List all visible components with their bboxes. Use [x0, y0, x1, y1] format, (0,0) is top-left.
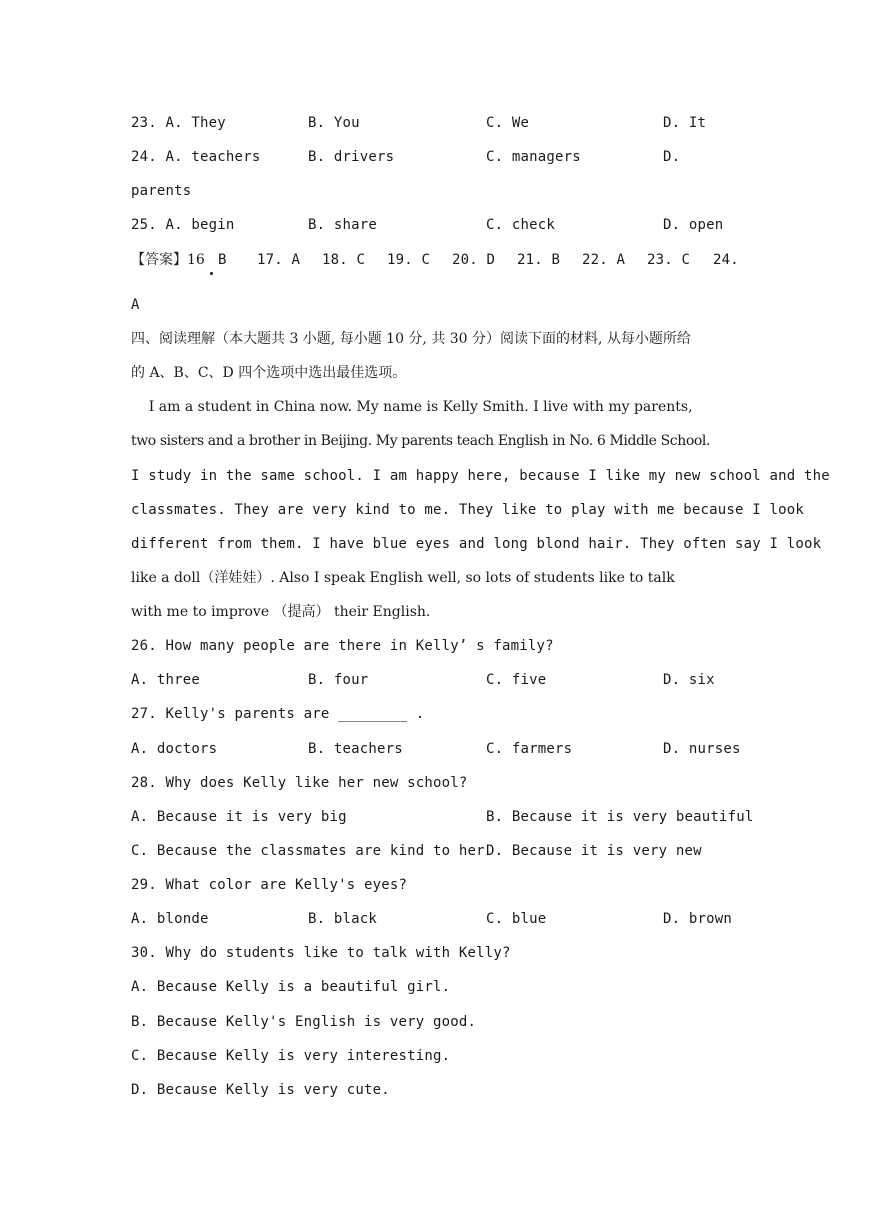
q26-option-d: D. six: [663, 672, 715, 688]
q29-option-a: A. blonde: [131, 911, 209, 927]
q29-option-c: C. blue: [486, 911, 547, 927]
q23-option-b: B. You: [308, 115, 360, 131]
q25-option-c: C. check: [486, 217, 556, 233]
q30-stem: 30. Why do students like to talk with Kelly?: [131, 945, 511, 961]
q29-stem: 29. What color are Kelly's eyes?: [131, 877, 408, 893]
q26-option-a: A. three: [131, 672, 201, 688]
answer-label: 【答案】16: [131, 252, 205, 268]
q30-option-c: C. Because Kelly is very interesting.: [131, 1048, 451, 1064]
answer-23: 23. C: [647, 252, 691, 268]
answer-24: 24.: [713, 252, 739, 268]
q29-option-b: B. black: [308, 911, 378, 927]
q24-number: 24.: [131, 149, 157, 165]
answer-18: 18. C: [322, 252, 366, 268]
q30-option-a: A. Because Kelly is a beautiful girl.: [131, 979, 451, 995]
q24-option-b: B. drivers: [308, 149, 395, 165]
passage-line: I study in the same school. I am happy here, because I like my new school and the: [131, 468, 830, 484]
q23-number: 23.: [131, 115, 157, 131]
q23-option-d: D. It: [663, 115, 707, 131]
q28-option-c: C. Because the classmates are kind to her: [131, 843, 485, 859]
answer-24-wrap: A: [131, 297, 140, 313]
answer-21: 21. B: [517, 252, 561, 268]
q23-number-and-option-a: [131, 113, 226, 133]
q30-option-b: B. Because Kelly's English is very good.: [131, 1014, 477, 1030]
q23-option-c: C. We: [486, 115, 530, 131]
q27-option-c: C. farmers: [486, 741, 573, 757]
q25-number-and-option-a: [131, 215, 235, 235]
q28-option-d: D. Because it is very new: [486, 843, 702, 859]
q28-option-b: B. Because it is very beautiful: [486, 809, 754, 825]
q29-option-d: D. brown: [663, 911, 733, 927]
emphasis-dot: [210, 272, 213, 275]
q27-stem: 27. Kelly's parents are ________ .: [131, 706, 425, 722]
passage-line: I am a student in China now. My name is Kelly Smith. I live with my parents,: [131, 399, 693, 415]
q25-option-b: B. share: [308, 217, 378, 233]
answer-22: 22. A: [582, 252, 626, 268]
q26-option-b: B. four: [308, 672, 369, 688]
q27-option-a: A. doctors: [131, 741, 218, 757]
q24-option-c: C. managers: [486, 149, 581, 165]
q24-number-and-option-a: [131, 147, 260, 167]
passage-line: like a doll（洋娃娃）. Also I speak English well, so lots of students like to talk: [131, 570, 675, 586]
passage-line: classmates. They are very kind to me. They like to play with me because I look: [131, 502, 805, 518]
answer-16: B: [218, 252, 227, 268]
q27-option-d: D. nurses: [663, 741, 741, 757]
q25-number: 25.: [131, 217, 157, 233]
answer-17: 17. A: [257, 252, 301, 268]
q24-option-d-wrap: parents: [131, 183, 192, 199]
passage-line: different from them. I have blue eyes and long blond hair. They often say I look: [131, 536, 822, 552]
q27-option-b: B. teachers: [308, 741, 403, 757]
q26-option-c: C. five: [486, 672, 547, 688]
q24-option-a: A. teachers: [165, 149, 261, 165]
q24-option-d: D.: [663, 149, 681, 165]
answer-19: 19. C: [387, 252, 431, 268]
section-heading: 四、阅读理解（本大题共 3 小题, 每小题 10 分, 共 30 分）阅读下面的材料, 从每小题所给: [131, 331, 691, 347]
q25-option-a: A. begin: [165, 217, 235, 233]
passage-line: two sisters and a brother in Beijing. My parents teach English in No. 6 Middle School.: [131, 433, 711, 449]
passage-line: with me to improve （提高） their English.: [131, 604, 431, 620]
answer-key: [131, 250, 741, 270]
q25-option-d: D. open: [663, 217, 724, 233]
q23-option-a: A. They: [165, 115, 226, 131]
q28-stem: 28. Why does Kelly like her new school?: [131, 775, 468, 791]
section-heading-cont: 的 A、B、C、D 四个选项中选出最佳选项。: [131, 365, 407, 381]
q28-option-a: A. Because it is very big: [131, 809, 347, 825]
answer-20: 20. D: [452, 252, 496, 268]
q30-option-d: D. Because Kelly is very cute.: [131, 1082, 390, 1098]
q26-stem: 26. How many people are there in Kelly’ s family?: [131, 638, 554, 654]
